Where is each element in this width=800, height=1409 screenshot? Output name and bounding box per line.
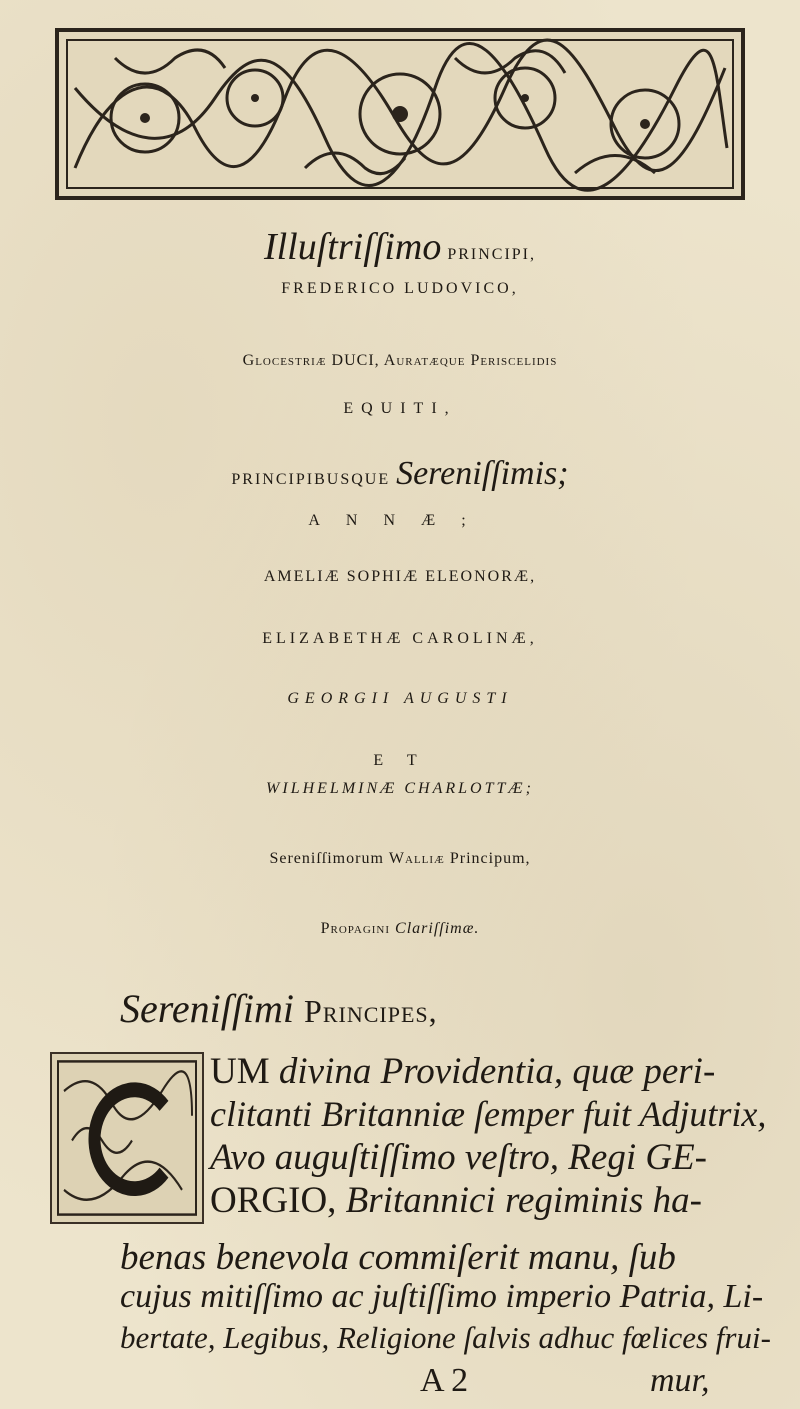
- dedication-line-et: E T: [373, 752, 427, 769]
- body-line-5: benas benevola commiſerit manu, ſub: [120, 1237, 676, 1278]
- body-line-1: [210, 1050, 715, 1093]
- body-line-2: clitanti Britanniæ ſemper fuit Adjutrix,: [210, 1094, 767, 1134]
- dedication-line-elizabethae: ELIZABETHÆ CAROLINÆ,: [262, 630, 538, 647]
- dedication-line-illustrissimo: [0, 225, 800, 269]
- body-caps: ORGIO,: [210, 1180, 337, 1221]
- dedication-line-georgii: GEORGII AUGUSTI: [287, 690, 513, 707]
- salutation-caps: Principes,: [304, 993, 438, 1029]
- dedication-line-equiti: EQUITI,: [343, 400, 457, 417]
- dedication-small-caps: Walliæ: [388, 850, 445, 867]
- signature-mark: A 2: [420, 1362, 469, 1399]
- dedication-small-caps: Propagini: [320, 920, 391, 937]
- body-caps: UM: [210, 1051, 270, 1092]
- page-footer: [0, 1362, 800, 1402]
- body-line-7: bertate, Legibus, Religione ſalvis adhuc fœlices frui-: [120, 1320, 771, 1355]
- salutation-italic: Sereniſſimi: [120, 986, 295, 1031]
- body-text: Britannici regiminis ha-: [345, 1180, 702, 1221]
- dedication-line-ameliae: AMELIÆ SOPHIÆ ELEONORÆ,: [263, 568, 537, 585]
- decorated-initial-c: [50, 1052, 204, 1224]
- dedication-italic: Sereniſſimis;: [396, 455, 569, 492]
- dedication-text: Principum,: [449, 850, 531, 867]
- dedication-text: Sereniſſimorum: [269, 850, 384, 867]
- body-text: divina Providentia, quæ peri-: [278, 1051, 716, 1092]
- dedication-line-wilhelminae: WILHELMINÆ CHARLOTTÆ;: [266, 780, 534, 797]
- ornamental-headpiece: [55, 28, 745, 200]
- body-line-6: cujus mitiſſimo ac juſtiſſimo imperio Patria, Li-: [120, 1278, 764, 1315]
- body-line-3: Avo auguſtiſſimo veſtro, Regi GE-: [210, 1137, 708, 1178]
- catchword: mur,: [650, 1362, 710, 1399]
- dedication-line-principibusque: [0, 455, 800, 493]
- dedication-line-serenissimorum: [0, 850, 800, 868]
- dedication-line-frederico: FREDERICO LUDOVICO,: [281, 280, 519, 297]
- dedication-caps: PRINCIPI,: [447, 246, 537, 263]
- dedication-line-annae: ANNÆ;: [308, 512, 492, 529]
- dedication-italic: Illuſtriſſimo: [263, 226, 442, 268]
- dedication-line-propagini: [0, 920, 800, 938]
- body-line-4: [210, 1179, 702, 1222]
- dedication-line-glocestriae: Glocestriæ DUCI, Auratæque Periscelidis: [242, 352, 558, 369]
- salutation: [120, 985, 438, 1032]
- dedication-caps: PRINCIPIBUSQUE: [231, 471, 391, 488]
- dedication-italic: Clariſſimæ.: [395, 920, 480, 937]
